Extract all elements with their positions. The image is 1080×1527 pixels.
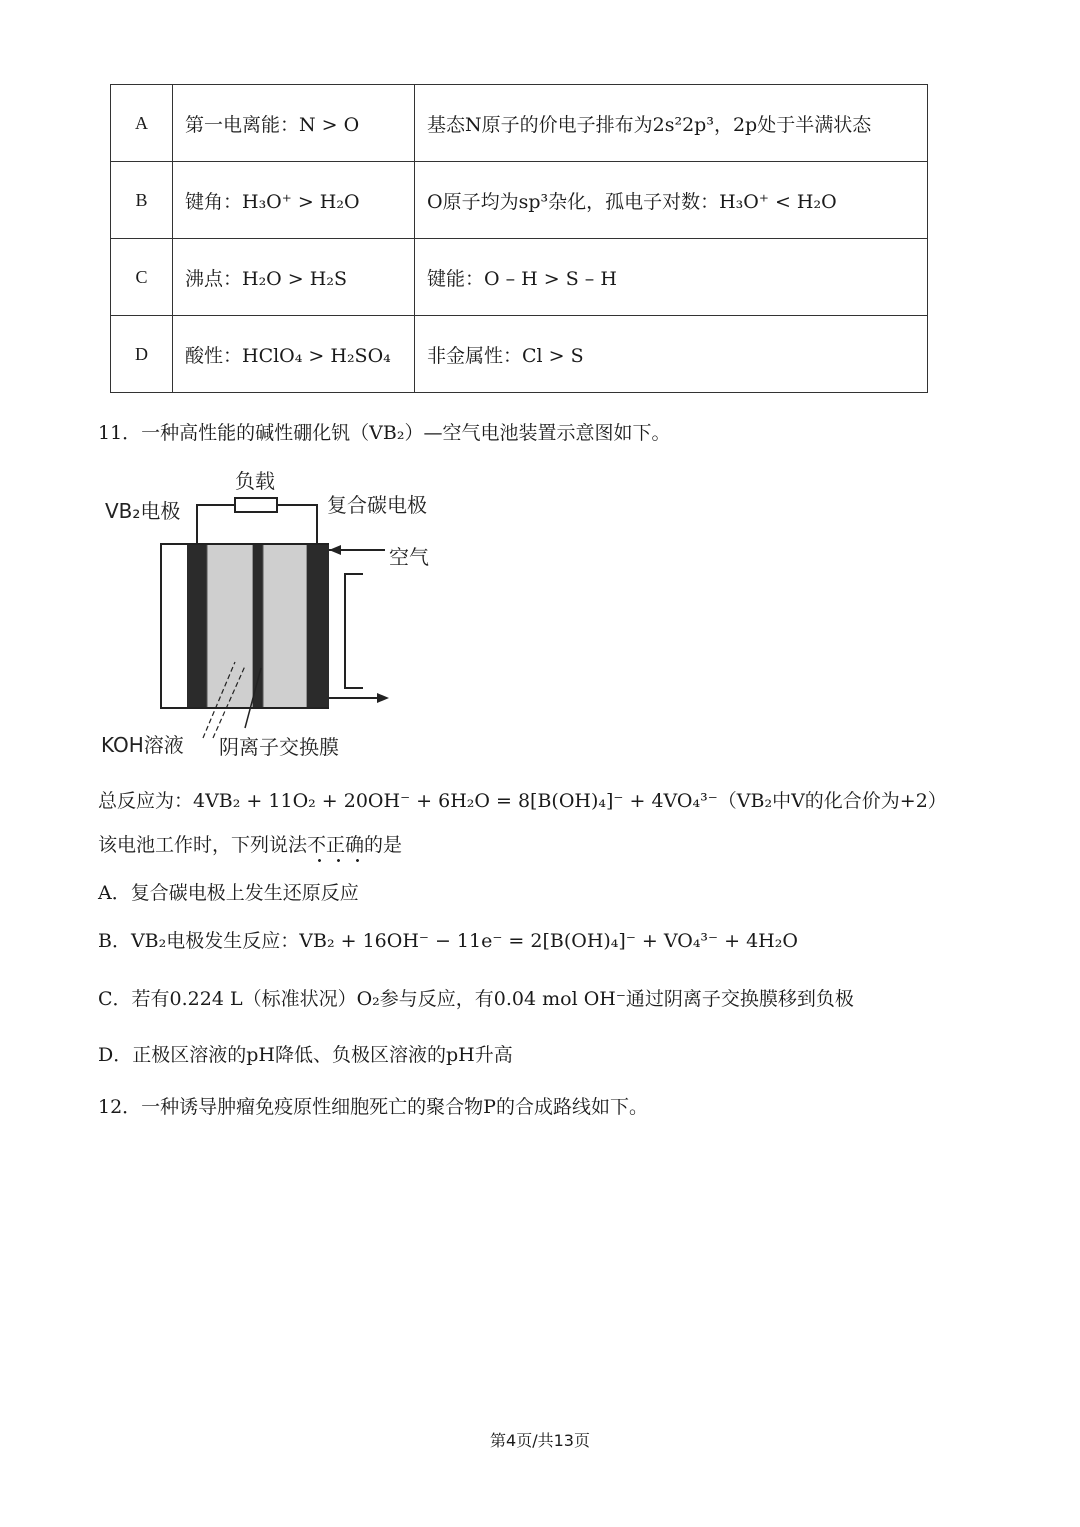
option-d: D．正极区溶液的pH降低、负极区溶液的pH升高 xyxy=(98,1044,513,1066)
row-reason: O原子均为sp³杂化，孤电子对数：H₃O⁺ < H₂O xyxy=(415,162,928,239)
page-footer: 第4页/共13页 xyxy=(490,1431,590,1450)
koh-label: KOH溶液 xyxy=(101,733,184,757)
air-channel xyxy=(345,574,363,688)
prompt-suffix: 的是 xyxy=(364,834,403,856)
row-claim: 酸性：HClO₄ > H₂SO₄ xyxy=(173,316,415,393)
air-label: 空气 xyxy=(389,545,429,569)
wire-left xyxy=(197,505,235,544)
membrane-label: 阴离子交换膜 xyxy=(219,735,339,759)
carbon-electrode-label: 复合碳电极 xyxy=(327,493,427,517)
option-a: A．复合碳电极上发生还原反应 xyxy=(98,882,359,904)
arrow-head-icon xyxy=(377,693,389,703)
row-claim: 沸点：H₂O > H₂S xyxy=(173,239,415,316)
table-row xyxy=(111,162,928,239)
carbon-electrode xyxy=(307,544,329,708)
battery-diagram xyxy=(95,462,455,762)
load-resistor xyxy=(235,498,277,512)
question-12-stem: 12．一种诱导肿瘤免疫原性细胞死亡的聚合物P的合成路线如下。 xyxy=(98,1096,648,1118)
table-row xyxy=(111,239,928,316)
vb2-electrode xyxy=(187,544,207,708)
row-reason: 非金属性：Cl > S xyxy=(415,316,928,393)
arrow-head-icon xyxy=(329,545,341,555)
row-letter: B xyxy=(111,162,173,239)
load-label: 负载 xyxy=(235,469,275,493)
row-reason: 键能：O – H > S – H xyxy=(415,239,928,316)
row-claim: 键角：H₃O⁺ > H₂O xyxy=(173,162,415,239)
total-reaction: 总反应为：4VB₂ + 11O₂ + 20OH⁻ + 6H₂O = 8[B(OH)₄]⁻ + 4VO₄³⁻（VB₂中V的化合价为+2） xyxy=(98,790,947,812)
prompt-emphasis: 不正确 xyxy=(307,834,365,856)
row-letter: D xyxy=(111,316,173,393)
option-c: C．若有0.224 L（标准状况）O₂参与反应，有0.04 mol OH⁻通过阴离子交换膜移到负极 xyxy=(98,988,854,1010)
vb2-electrode-label: VB₂电极 xyxy=(105,499,181,523)
cell-outer-left xyxy=(161,544,189,708)
prompt-prefix: 该电池工作时，下列说法 xyxy=(98,834,308,856)
row-claim: 第一电离能：N > O xyxy=(173,85,415,162)
anion-exchange-membrane xyxy=(253,544,263,708)
option-b: B．VB₂电极发生反应：VB₂ + 16OH⁻ − 11e⁻ = 2[B(OH)₄]⁻ + VO₄³⁻ + 4H₂O xyxy=(98,930,798,952)
row-letter: A xyxy=(111,85,173,162)
table-row xyxy=(111,85,928,162)
koh-solution-left xyxy=(207,544,253,708)
question-11-stem: 11．一种高性能的碱性硼化钒（VB₂）—空气电池装置示意图如下。 xyxy=(98,422,671,444)
options-table xyxy=(110,84,928,393)
table-row xyxy=(111,316,928,393)
wire-right xyxy=(277,505,317,544)
question-prompt xyxy=(98,830,402,857)
row-reason: 基态N原子的价电子排布为2s²2p³，2p处于半满状态 xyxy=(415,85,928,162)
koh-solution-right xyxy=(263,544,307,708)
row-letter: C xyxy=(111,239,173,316)
